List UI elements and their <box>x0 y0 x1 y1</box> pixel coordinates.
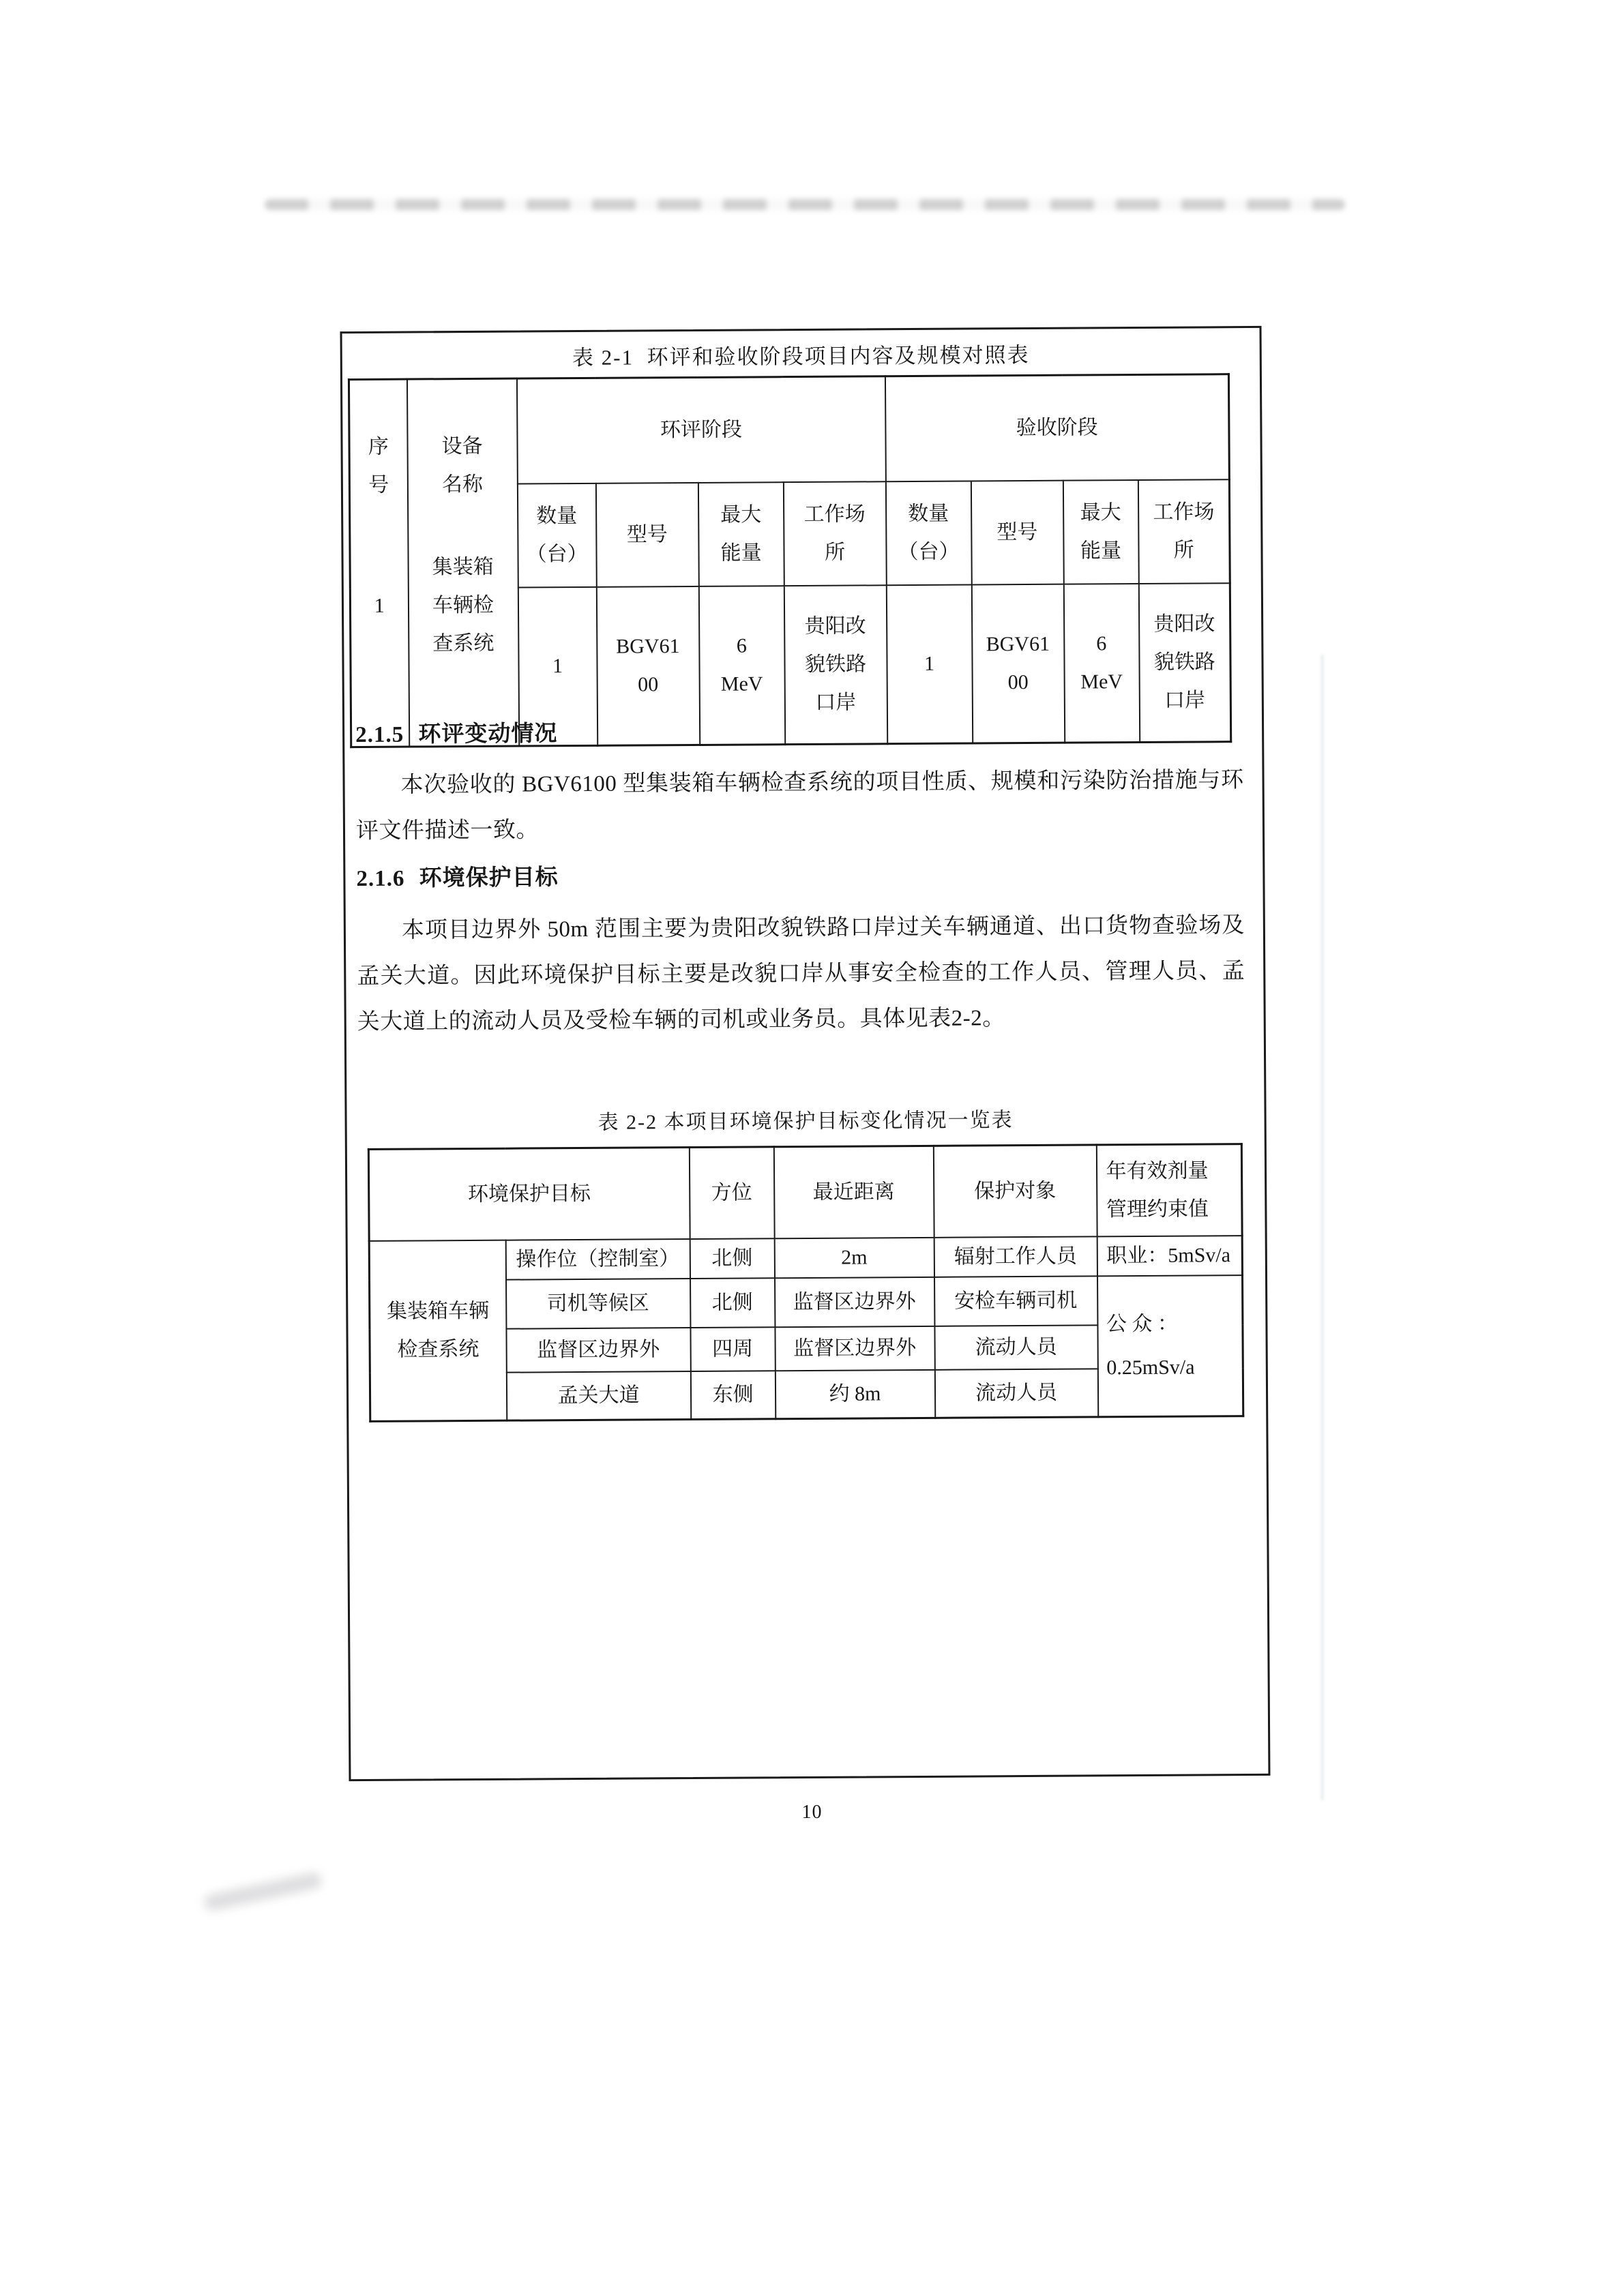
t1-header-seq: 序 号 <box>368 435 389 496</box>
t2-row1-limit: 职业：5mSv/a <box>1097 1236 1242 1276</box>
section-heading-2-1-5: 2.1.5 环评变动情况 <box>355 721 558 748</box>
t2-row1-object: 辐射工作人员 <box>934 1236 1097 1277</box>
t1-value-model-eia: BGV61 00 <box>596 586 699 745</box>
t2-header-direction: 方位 <box>689 1147 774 1239</box>
t2-header-distance: 最近距离 <box>773 1146 934 1238</box>
t2-row4-target: 孟关大道 <box>506 1371 690 1420</box>
section-paragraph-2-1-6: 本项目边界外 50m 范围主要为贵阳改貌铁路口岸过关车辆通道、出口货物查验场及孟关大道。因此环境保护目标主要是改貌口岸从事安全检查的工作人员、管理人员、孟关大道上的流动人员及受检车辆的司机或业务员。具体见表2-2。 <box>357 913 1245 1035</box>
table-2-1 <box>348 373 1232 748</box>
t1-subheader-qty-acc: 数量 （台） <box>885 481 971 586</box>
t1-subheader-qty-eia: 数量 （台） <box>517 483 596 588</box>
t2-header-dose-limit: 年有效剂量 管理约束值 <box>1096 1144 1242 1237</box>
t1-subheader-site-acc: 工作场 所 <box>1138 480 1230 584</box>
t2-group-label: 集装箱车辆 检查系统 <box>369 1240 507 1422</box>
t2-row4-distance: 约 8m <box>775 1370 934 1419</box>
section-heading-2-1-6: 2.1.6 环境保护目标 <box>356 865 559 892</box>
t2-row4-direction: 东侧 <box>690 1371 775 1419</box>
t1-value-seq: 1 <box>374 594 385 617</box>
t2-header-target: 环境保护目标 <box>368 1148 690 1241</box>
t2-row3-direction: 四周 <box>690 1327 775 1371</box>
t2-row2-direction: 北侧 <box>690 1278 775 1328</box>
t1-subheader-site-eia: 工作场 所 <box>783 482 886 586</box>
t1-value-qty-acc: 1 <box>886 585 972 744</box>
scan-smudge-artifact <box>203 1871 323 1912</box>
t1-header-eia-stage: 环评阶段 <box>516 376 885 484</box>
t1-value-energy-acc: 6 MeV <box>1063 584 1139 743</box>
t2-row3-distance: 监督区边界外 <box>775 1326 934 1371</box>
page-number: 10 <box>801 1802 823 1823</box>
table-2-2 <box>368 1143 1244 1422</box>
t1-value-model-acc: BGV61 00 <box>971 584 1064 743</box>
t1-value-qty-eia: 1 <box>518 587 597 746</box>
t2-row3-target: 监督区边界外 <box>506 1328 690 1373</box>
t2-row3-object: 流动人员 <box>934 1325 1097 1369</box>
t1-subheader-energy-acc: 最大 能量 <box>1063 480 1138 584</box>
t1-header-device: 设备 名称 <box>441 434 483 496</box>
t2-row4-object: 流动人员 <box>934 1369 1097 1418</box>
content-frame <box>340 326 1271 1781</box>
t1-value-site-eia: 贵阳改 貌铁路 口岸 <box>784 586 887 745</box>
t1-subheader-model-acc: 型号 <box>971 481 1063 585</box>
t2-header-object: 保护对象 <box>933 1145 1097 1238</box>
t1-value-energy-eia: 6 MeV <box>698 586 784 745</box>
t1-cell-seq <box>349 379 409 747</box>
t1-value-device: 集装箱 车辆检 查系统 <box>432 555 494 655</box>
t2-public-limit: 公 众 ： 0.25mSv/a <box>1097 1275 1243 1417</box>
t1-value-site-acc: 贵阳改 貌铁路 口岸 <box>1138 584 1230 743</box>
t1-cell-device <box>407 378 518 747</box>
t2-row2-distance: 监督区边界外 <box>775 1277 934 1327</box>
t1-header-acceptance-stage: 验收阶段 <box>885 374 1229 482</box>
t2-row1-target: 操作位（控制室） <box>505 1239 690 1280</box>
t1-subheader-energy-eia: 最大 能量 <box>698 483 784 587</box>
section-paragraph-2-1-5: 本次验收的 BGV6100 型集装箱车辆检查系统的项目性质、规模和污染防治措施与环评文件描述一致。 <box>355 768 1244 844</box>
t1-subheader-model-eia: 型号 <box>595 483 698 587</box>
t2-row2-target: 司机等候区 <box>506 1279 690 1329</box>
t2-row1-direction: 北侧 <box>690 1238 774 1279</box>
table-2-1-caption: 表 2-1 环评和验收阶段项目内容及规模对照表 <box>572 342 1030 370</box>
paper-edge-shadow <box>1321 655 1323 1800</box>
t2-row2-object: 安检车辆司机 <box>934 1276 1097 1326</box>
t2-row1-distance: 2m <box>774 1238 934 1278</box>
scan-streak-artifact <box>265 199 1345 210</box>
table-2-2-caption: 表 2-2 本项目环境保护目标变化情况一览表 <box>597 1109 1014 1134</box>
